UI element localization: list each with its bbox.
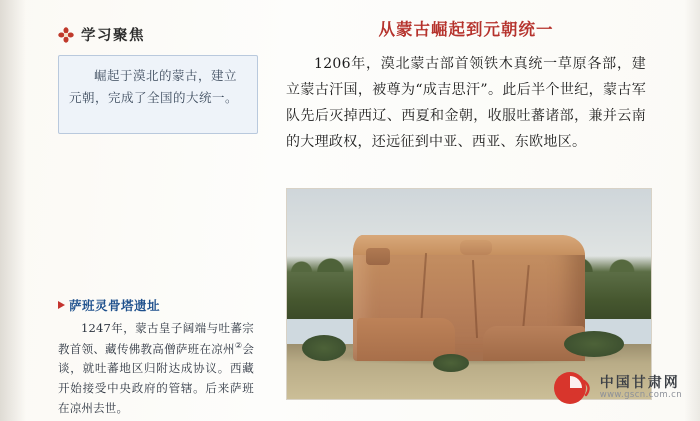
watermark-logo	[551, 367, 682, 409]
page-right-edge-shadow	[684, 0, 700, 421]
study-focus-text: 崛起于漠北的蒙古，建立元朝，完成了全国的大统一。	[69, 68, 239, 105]
lesson-content-column	[286, 16, 646, 156]
watermark-text	[600, 375, 682, 401]
study-focus-header	[58, 24, 258, 45]
watermark-site-url: www.gscn.com.cn	[599, 390, 682, 401]
photo-earthen-ruin	[353, 235, 586, 361]
photo-bush	[564, 331, 624, 357]
figure-caption-header	[58, 296, 254, 314]
triangle-bullet-icon	[58, 301, 65, 309]
photo-ruin-notch	[460, 240, 493, 255]
photo-bush	[302, 335, 346, 361]
page-left-edge-shadow	[0, 0, 26, 421]
study-focus-box	[58, 55, 258, 134]
flower-icon	[58, 27, 74, 43]
photo-ruin-crack	[472, 260, 478, 338]
lesson-title: 从蒙古崛起到元朝统一	[378, 20, 554, 39]
caption-part-2: 会谈，就吐蕃地区归附达成协议。西藏开始接受中央政府的管辖。后来萨班在凉州去世。	[58, 341, 255, 415]
lesson-body-text: 1206年，漠北蒙古部首领铁木真统一草原各部，建立蒙古汗国，被尊为“成吉思汗”。此后半个世纪，蒙古军队先后灭掉西辽、西夏和金朝，收服吐蕃诸部，兼并云南的大理政权，还远征到中亚、西亚、东欧地区。	[286, 56, 646, 150]
study-focus-block	[58, 24, 258, 134]
figure-caption-body	[58, 319, 254, 419]
caption-part-1: 1247年，蒙古皇子阔端与吐蕃宗教首领、藏传佛教高僧萨班在凉州	[58, 321, 254, 356]
photo-ruin-crack	[522, 265, 529, 328]
photo-bush	[433, 354, 469, 372]
figure-caption-title: 萨班灵骨塔遗址	[69, 298, 161, 313]
figure-caption-block	[58, 296, 254, 419]
watermark-site-name: 中国甘肃网	[599, 375, 680, 392]
photo-ruin-notch	[366, 248, 389, 266]
china-gansu-net-logo-icon	[551, 367, 593, 409]
caption-footnote-marker: ②	[234, 340, 243, 350]
study-focus-title: 学习聚焦	[81, 28, 145, 44]
